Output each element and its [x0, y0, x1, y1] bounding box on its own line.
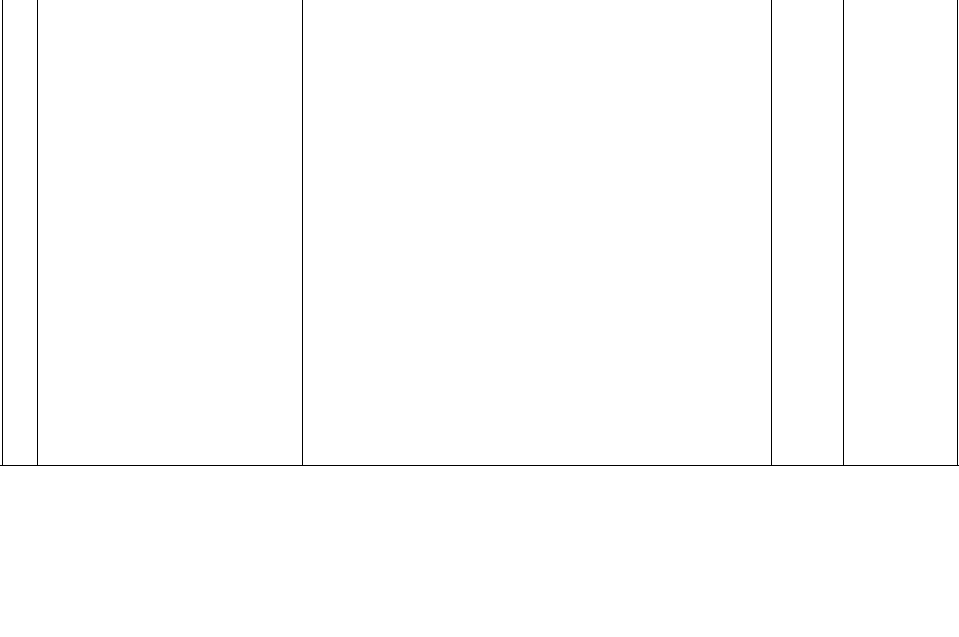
spec-cell — [310, 0, 770, 3]
table-col-border — [843, 0, 844, 466]
table-col-border — [957, 0, 958, 466]
table-col-border — [37, 0, 38, 466]
table-col-border — [771, 0, 772, 466]
table-col-border — [2, 0, 3, 466]
table-col-border — [302, 0, 303, 466]
table-bottom-border — [0, 465, 959, 466]
